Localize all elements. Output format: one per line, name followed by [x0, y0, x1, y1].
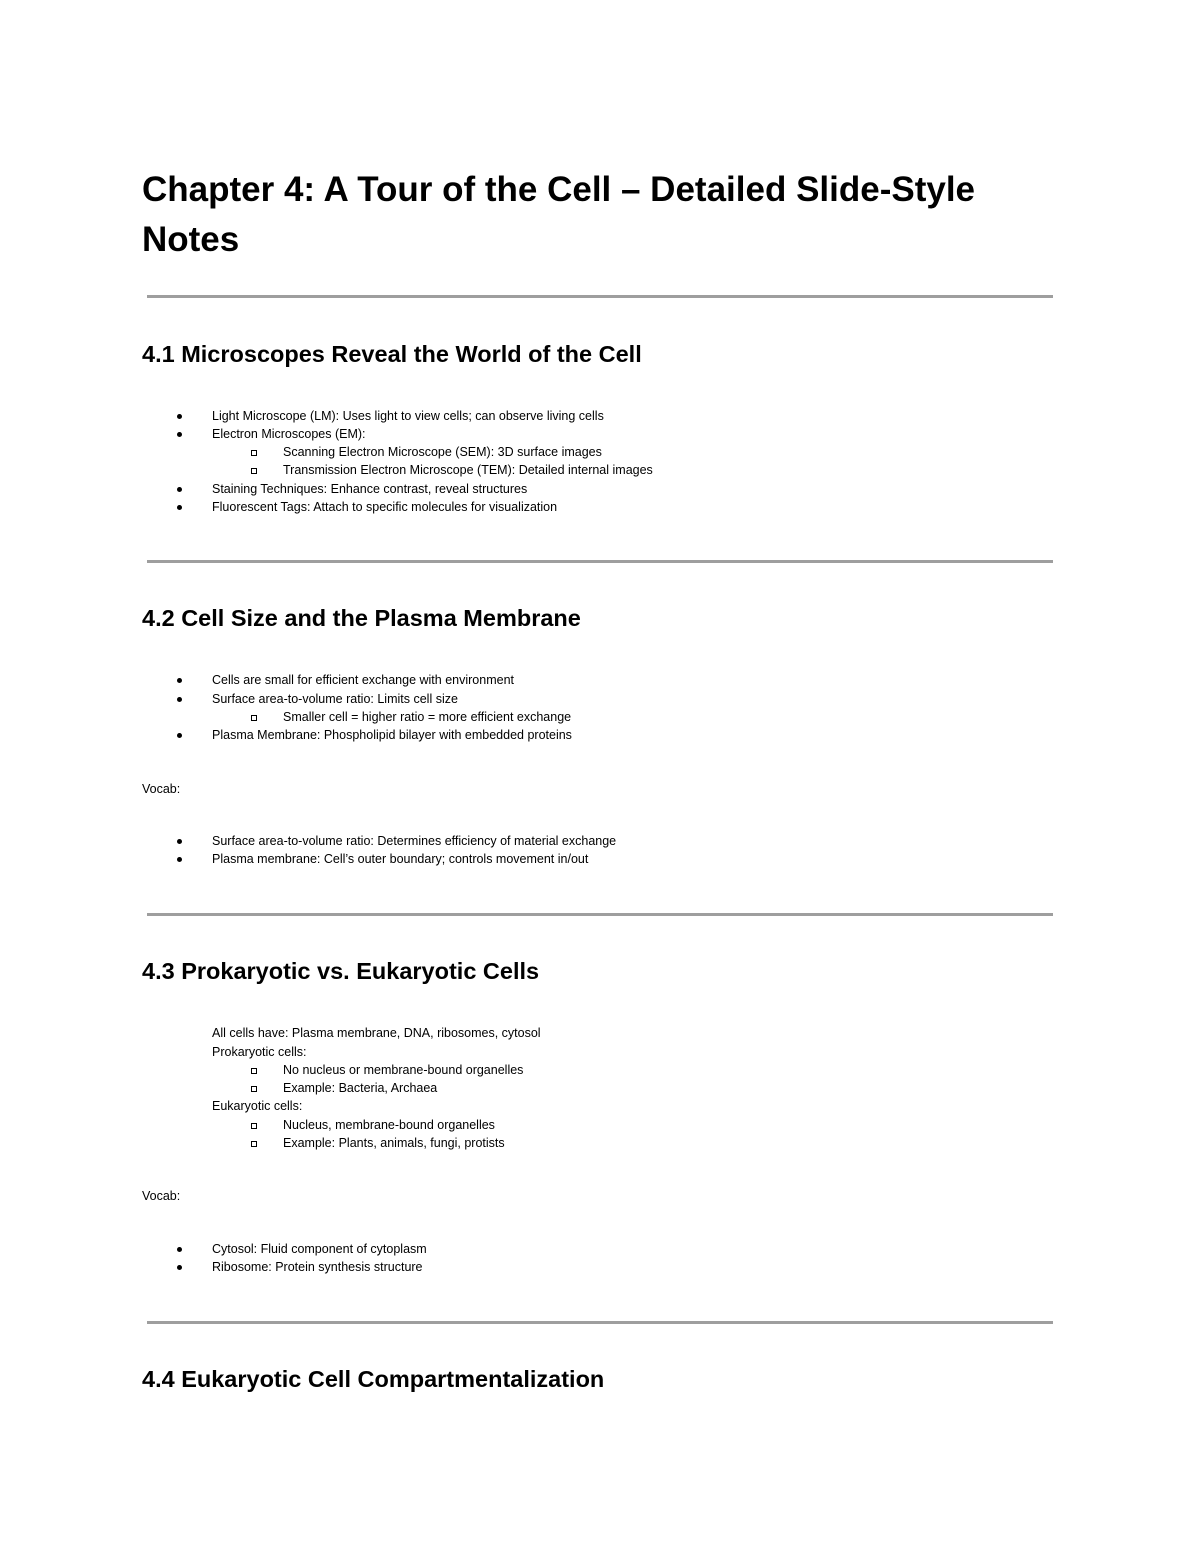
list-item: All cells have: Plasma membrane, DNA, ribosomes, cytosol — [212, 1026, 541, 1040]
square-bullet-icon — [251, 1123, 257, 1129]
section-heading-4-4: 4.4 Eukaryotic Cell Compartmentalization — [142, 1366, 605, 1392]
list-item: Eukaryotic cells: — [212, 1099, 303, 1113]
vocab-item: Plasma membrane: Cell’s outer boundary; controls movement in/out — [212, 850, 588, 868]
square-bullet-icon — [251, 450, 257, 456]
sub-list-item: Transmission Electron Microscope (TEM): Detailed internal images — [283, 461, 653, 479]
list-item: Fluorescent Tags: Attach to specific molecules for visualization — [212, 498, 557, 516]
list-item: Staining Techniques: Enhance contrast, reveal structures — [212, 480, 527, 498]
sub-list-item: Smaller cell = higher ratio = more efficient exchange — [283, 708, 571, 726]
vocab-item: Cytosol: Fluid component of cytoplasm — [212, 1240, 427, 1258]
bullet-icon — [177, 1265, 182, 1270]
section-heading-4-3: 4.3 Prokaryotic vs. Eukaryotic Cells — [142, 958, 540, 984]
bullet-icon — [177, 678, 182, 683]
sub-list-item: No nucleus or membrane-bound organelles — [283, 1061, 523, 1079]
bullet-icon — [177, 505, 182, 510]
sub-list-item: Example: Plants, animals, fungi, protists — [283, 1134, 505, 1152]
bullet-icon — [177, 697, 182, 702]
list-item: Light Microscope (LM): Uses light to view cells; can observe living cells — [212, 407, 604, 425]
horizontal-divider — [147, 1321, 1053, 1324]
section-heading-4-1: 4.1 Microscopes Reveal the World of the Cell — [142, 341, 642, 367]
horizontal-divider — [147, 295, 1053, 298]
horizontal-divider — [147, 913, 1053, 916]
bullet-icon — [177, 857, 182, 862]
bullet-icon — [177, 432, 182, 437]
square-bullet-icon — [251, 468, 257, 474]
vocab-item: Ribosome: Protein synthesis structure — [212, 1258, 423, 1276]
bullet-icon — [177, 839, 182, 844]
sub-list-item: Example: Bacteria, Archaea — [283, 1079, 437, 1097]
sub-list-item: Nucleus, membrane-bound organelles — [283, 1116, 495, 1134]
bullet-icon — [177, 1247, 182, 1252]
vocab-item: Surface area-to-volume ratio: Determines efficiency of material exchange — [212, 832, 616, 850]
sub-list-item: Scanning Electron Microscope (SEM): 3D surface images — [283, 443, 602, 461]
square-bullet-icon — [251, 1086, 257, 1092]
list-item: Electron Microscopes (EM): — [212, 425, 366, 443]
list-item: Cells are small for efficient exchange with environment — [212, 671, 514, 689]
section-heading-4-2: 4.2 Cell Size and the Plasma Membrane — [142, 605, 581, 631]
bullet-icon — [177, 733, 182, 738]
document-title: Chapter 4: A Tour of the Cell – Detailed Slide-Style Notes — [142, 170, 976, 259]
vocab-label: Vocab: — [142, 782, 181, 796]
square-bullet-icon — [251, 1068, 257, 1074]
list-item: Surface area-to-volume ratio: Limits cell size — [212, 690, 458, 708]
bullet-icon — [177, 414, 182, 419]
list-item: Plasma Membrane: Phospholipid bilayer with embedded proteins — [212, 726, 572, 744]
vocab-label: Vocab: — [142, 1189, 181, 1203]
square-bullet-icon — [251, 1141, 257, 1147]
horizontal-divider — [147, 560, 1053, 563]
square-bullet-icon — [251, 715, 257, 721]
list-item: Prokaryotic cells: — [212, 1045, 307, 1059]
bullet-icon — [177, 487, 182, 492]
